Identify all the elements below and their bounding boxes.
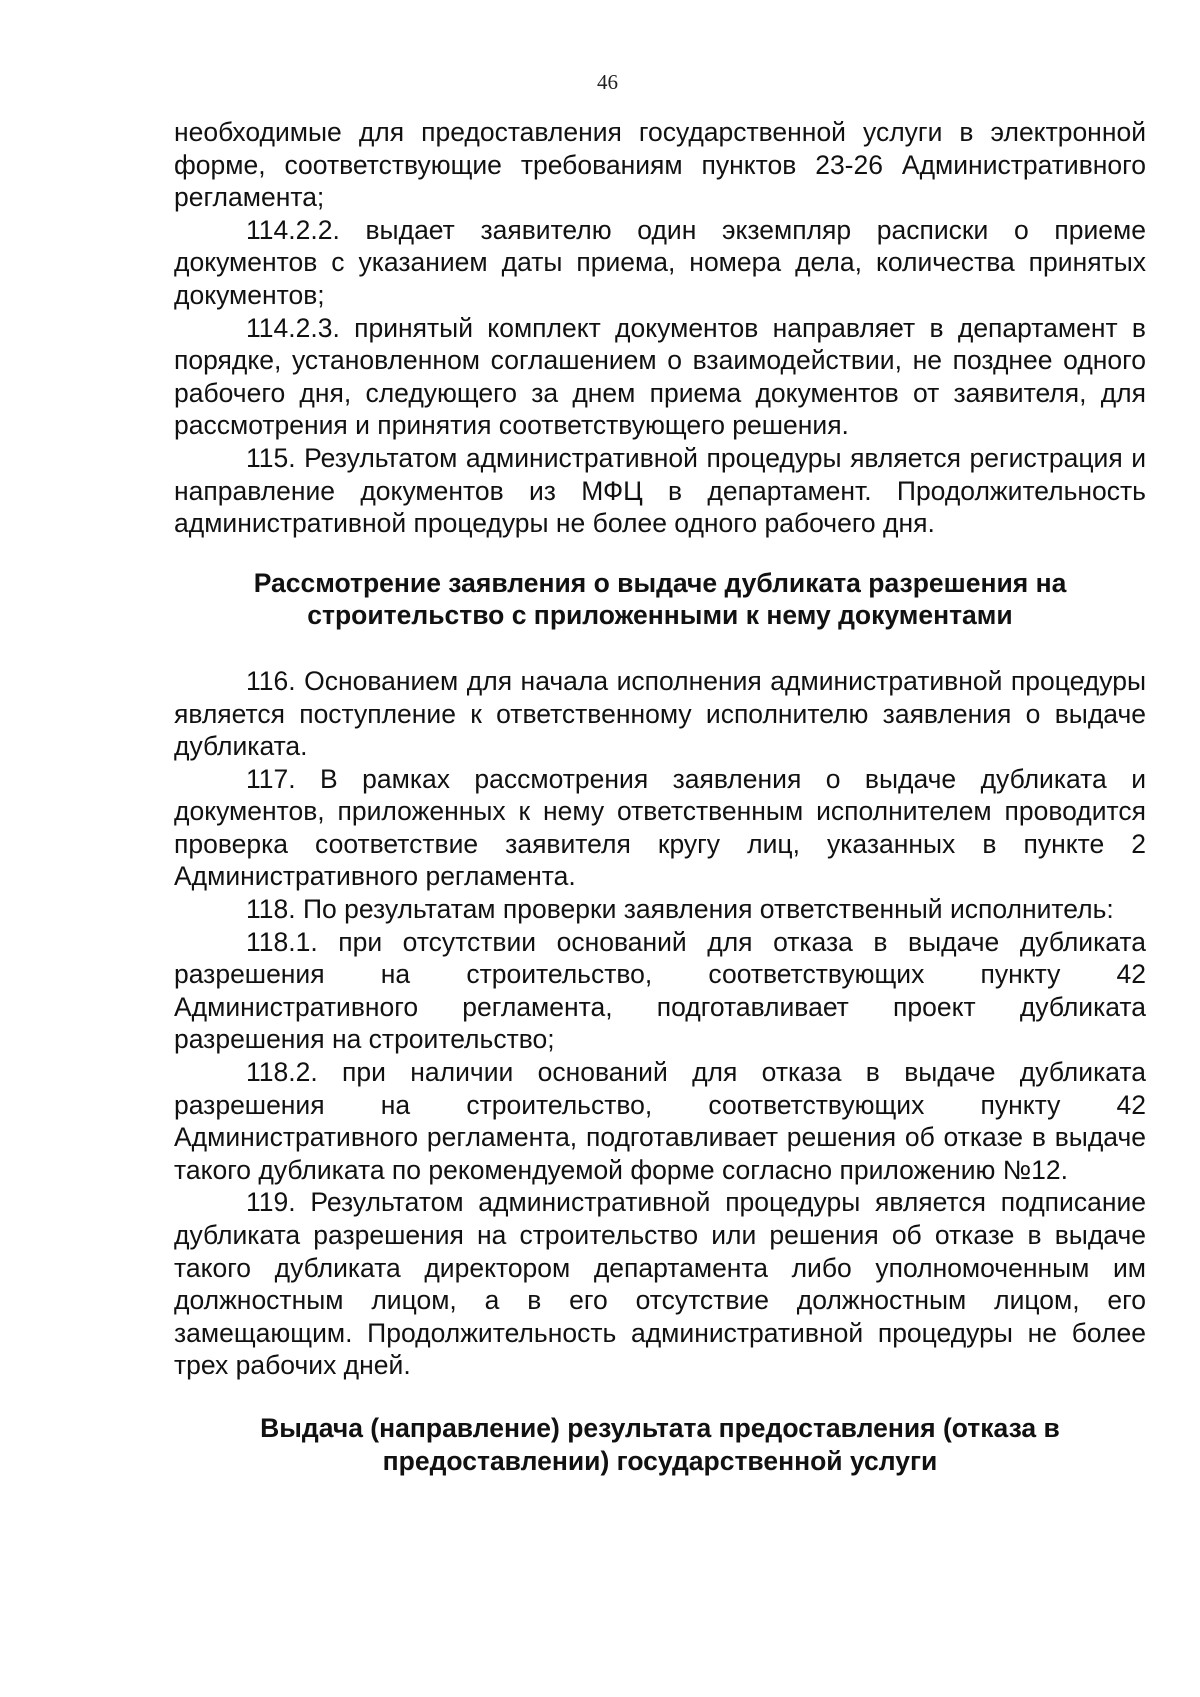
paragraph-119: 119. Результатом административной процедуры является подписание дубликата разрешения на строительство или решения об отказе в выдаче такого дубликата директором департамента либо уполномоченным им должностным лицом, а в его отсутствие должностным лицом, его замещающим. Продолжительность административной процедуры не более трех рабочих дней. xyxy=(174,1187,1146,1381)
paragraph-118-1: 118.1. при отсутствии оснований для отказа в выдаче дубликата разрешения на строительство, соответствующих пункту 42 Административного регламента, подготавливает проект дубликата разрешения на строительство; xyxy=(174,926,1146,1055)
paragraph-117: 117. В рамках рассмотрения заявления о выдаче дубликата и документов, приложенных к нему ответственным исполнителем проводится проверка соответствие заявителя кругу лиц, указанных в пункте 2 Административного регламента. xyxy=(174,763,1146,892)
paragraph-114-2-2: 114.2.2. выдает заявителю один экземпляр расписки о приеме документов с указанием даты приема, номера дела, количества принятых документов; xyxy=(174,214,1146,310)
paragraph-114-2-3: 114.2.3. принятый комплект документов направляет в департамент в порядке, установленном соглашением о взаимодействии, не позднее одного рабочего дня, следующего за днем приема документов от заявителя, для рассмотрения и принятия соответствующего решения. xyxy=(174,312,1146,441)
page-number: 46 xyxy=(597,70,618,94)
paragraph-continuation: необходимые для предоставления государственной услуги в электронной форме, соответствующие требованиям пунктов 23-26 Административного регламента; xyxy=(174,117,1146,213)
document-body xyxy=(174,116,1146,1477)
section-heading-result-issuance: Выдача (направление) результата предоставления (отказа в предоставлении) государственной услуги xyxy=(260,1412,1060,1476)
paragraph-116: 116. Основанием для начала исполнения административной процедуры является поступление к ответственному исполнителю заявления о выдаче дубликата. xyxy=(174,665,1146,762)
paragraph-115: 115. Результатом административной процедуры является регистрация и направление документов из МФЦ в департамент. Продолжительность административной процедуры не более одного рабочего дня. xyxy=(174,442,1146,539)
paragraph-118: 118. По результатам проверки заявления ответственный исполнитель: xyxy=(246,894,1114,925)
section-heading-duplicate-review: Рассмотрение заявления о выдаче дубликата разрешения на строительство с приложенными к нему документами xyxy=(253,567,1067,631)
paragraph-118-2: 118.2. при наличии оснований для отказа в выдаче дубликата разрешения на строительство, соответствующих пункту 42 Административного регламента, подготавливает решения об отказе в выдаче такого дубликата по рекомендуемой форме согласно приложению №12. xyxy=(174,1057,1146,1185)
